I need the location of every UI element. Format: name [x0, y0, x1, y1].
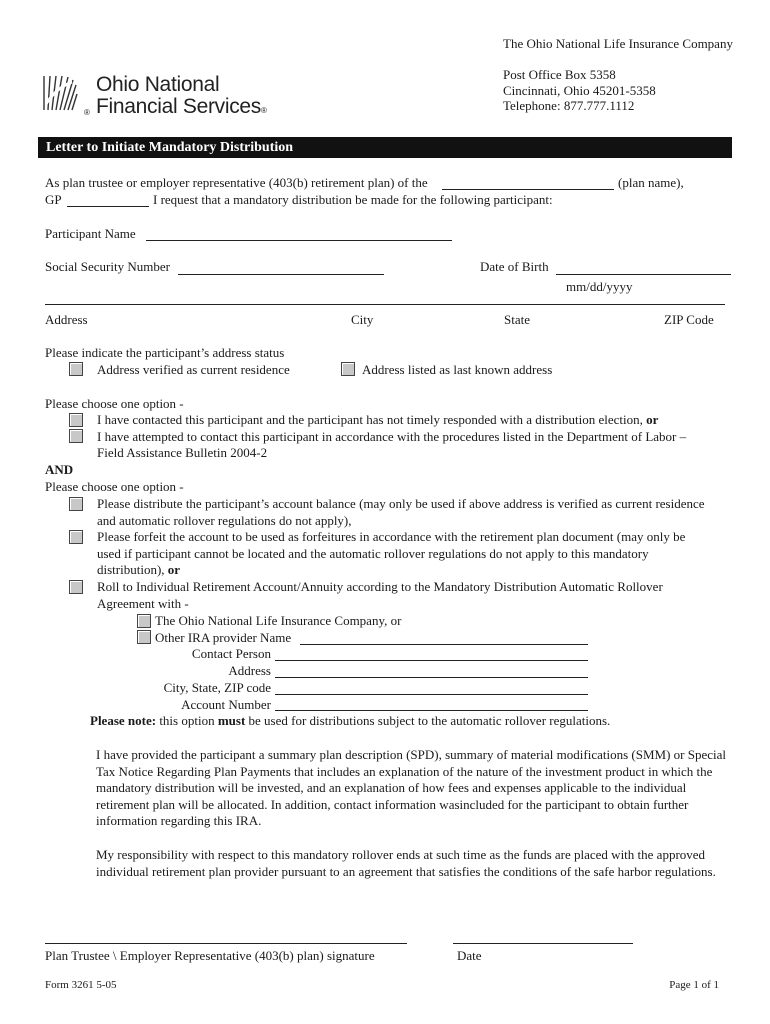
ssn-field[interactable]: [178, 274, 384, 275]
responsibility-paragraph: My responsibility with respect to this mandatory rollover ends at such time as the funds are placed with the approved individual retirement plan provider pursuant to an agreement that satisfies the conditions of the safe harbor regulations.: [96, 847, 716, 879]
logo-line1: Ohio National: [96, 73, 220, 96]
distribute-label-line1: Please distribute the participant’s account balance (may only be used if above address is verified as current residence: [97, 496, 705, 511]
dob-field[interactable]: [556, 274, 731, 275]
logo-registered-mark: ®: [261, 106, 267, 115]
forfeit-label-line3: [97, 562, 180, 578]
spd-paragraph: I have provided the participant a summary plan description (SPD), summary of material modifications (SMM) or Special Tax Notice Regarding Plan Payments that includes an explanation of the nature of the investment product in which the mandatory distribution will be invested, and an explanation of how fees and expenses applicable to the individual retirement plan will be allocated. In addition, contact information wasincluded for the participant to obtain further information regarding this IRA.: [96, 747, 726, 828]
other-ira-checkbox[interactable]: [137, 630, 151, 644]
please-note: [90, 713, 610, 729]
dob-format: mm/dd/yyyy: [566, 279, 633, 294]
distribute-checkbox[interactable]: [69, 497, 83, 511]
po-box: Post Office Box 5358: [503, 67, 616, 82]
contacted-text: I have contacted this participant and the participant has not timely responded with a distribution election,: [97, 412, 643, 427]
signature-label: Plan Trustee \ Employer Representative (403(b) plan) signature: [45, 948, 375, 963]
city-state-zip-field[interactable]: [275, 694, 588, 695]
logo-sunburst-icon: [42, 74, 78, 112]
attempted-label-line2: Field Assistance Bulletin 2004-2: [97, 445, 268, 460]
note-text2: be used for distributions subject to the automatic rollover regulations.: [248, 713, 611, 728]
page-number: Page 1 of 1: [669, 979, 719, 991]
attempted-checkbox[interactable]: [69, 429, 83, 443]
address-last-known-label: Address listed as last known address: [362, 362, 553, 377]
plan-name-field[interactable]: [442, 189, 614, 190]
date-field[interactable]: [453, 943, 633, 944]
participant-name-field[interactable]: [146, 240, 452, 241]
city-line: Cincinnati, Ohio 45201-5358: [503, 83, 656, 98]
ohio-national-label: The Ohio National Life Insurance Company, or: [155, 613, 402, 628]
ira-address-label: Address: [228, 663, 271, 678]
city-label: City: [351, 312, 374, 327]
dob-label: Date of Birth: [480, 259, 549, 274]
participant-name-label: Participant Name: [45, 226, 136, 241]
account-number-field[interactable]: [275, 710, 588, 711]
telephone: Telephone: 877.777.1112: [503, 98, 635, 113]
address-label: Address: [45, 312, 88, 327]
other-ira-name-field[interactable]: [300, 644, 588, 645]
city-state-zip-label: City, State, ZIP code: [163, 680, 271, 695]
ssn-label: Social Security Number: [45, 259, 170, 274]
gp-field[interactable]: [67, 206, 149, 207]
section2-prompt: Please choose one option -: [45, 479, 184, 494]
other-ira-label: Other IRA provider Name: [155, 630, 292, 645]
forfeit-checkbox[interactable]: [69, 530, 83, 544]
intro-text-2: (plan name),: [618, 175, 684, 190]
note-label: Please note:: [90, 713, 157, 728]
account-number-label: Account Number: [181, 697, 271, 712]
and-label: AND: [45, 462, 74, 477]
page-title: Letter to Initiate Mandatory Distribution: [38, 137, 732, 158]
intro-text-3: GP: [45, 192, 62, 207]
date-label: Date: [457, 948, 482, 963]
state-label: State: [504, 312, 530, 327]
ira-address-field[interactable]: [275, 677, 588, 678]
section1-prompt: Please choose one option -: [45, 396, 184, 411]
company-name: The Ohio National Life Insurance Company: [503, 36, 733, 51]
forfeit-label-line2: used if participant cannot be located and the automatic rollover regulations do not apply to this mandatory: [97, 546, 649, 561]
contact-person-field[interactable]: [275, 660, 588, 661]
logo-line2: Financial Services: [96, 95, 261, 118]
address-last-known-checkbox[interactable]: [341, 362, 355, 376]
forfeit-or: or: [167, 562, 181, 577]
signature-field[interactable]: [45, 943, 407, 944]
note-text1: this option: [159, 713, 215, 728]
rollover-label-line1: Roll to Individual Retirement Account/Annuity according to the Mandatory Distribution Automatic Rollover: [97, 579, 663, 594]
forfeit-label-line1: Please forfeit the account to be used as forfeitures in accordance with the retirement plan document (may only be: [97, 529, 686, 544]
form-number: Form 3261 5-05: [45, 979, 117, 991]
address-status-prompt: Please indicate the participant’s address status: [45, 345, 285, 360]
attempted-label-line1: I have attempted to contact this participant in accordance with the procedures listed in the Department of Labor –: [97, 429, 687, 444]
contact-person-label: Contact Person: [191, 646, 271, 661]
note-must: must: [217, 713, 246, 728]
rollover-label-line2: Agreement with -: [97, 596, 189, 611]
forfeit-text-line3: distribution),: [97, 562, 165, 577]
address-verified-label: Address verified as current residence: [97, 362, 290, 377]
ohio-national-checkbox[interactable]: [137, 614, 151, 628]
intro-text-4: I request that a mandatory distribution be made for the following participant:: [153, 192, 553, 207]
logo-registered-mark-left: ®: [84, 108, 90, 117]
zip-label: ZIP Code: [664, 312, 714, 327]
contacted-checkbox[interactable]: [69, 413, 83, 427]
contacted-or: or: [646, 412, 659, 427]
contacted-label: [97, 412, 658, 428]
intro-text-1: As plan trustee or employer representative (403(b) retirement plan) of the: [45, 175, 428, 190]
address-verified-checkbox[interactable]: [69, 362, 83, 376]
distribute-label-line2: and automatic rollover regulations do not apply),: [97, 513, 352, 528]
rollover-checkbox[interactable]: [69, 580, 83, 594]
address-field[interactable]: [45, 304, 725, 305]
